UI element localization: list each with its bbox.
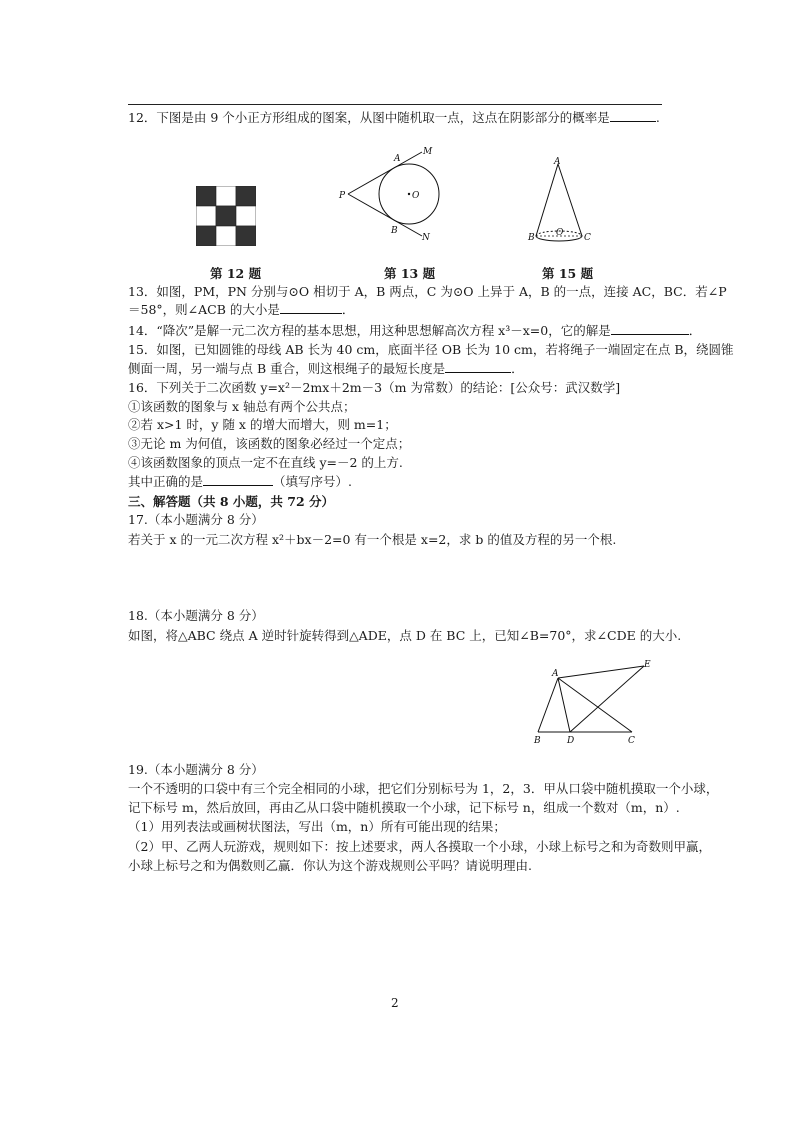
q15-line2: 侧面一周，另一端与点 B 重合，则这根绳子的最短长度是 ．	[128, 361, 524, 376]
q13-figure	[336, 142, 446, 246]
blank-cell	[196, 206, 216, 226]
q14-answer-blank	[611, 321, 689, 335]
label-e: E	[644, 660, 651, 670]
q12-answer-blank	[610, 108, 656, 122]
q17-body: 若关于 x 的一元二次方程 x²＋bx－2=0 有一个根是 x=2，求 b 的值及方程的另一个根.	[128, 532, 617, 547]
header-rule	[128, 104, 662, 105]
q13-line1: 13．如图，PM，PN 分别与⊙O 相切于 A，B 两点，C 为⊙O 上异于 A，B 的一点，连接 AC，BC．若∠P	[128, 284, 727, 299]
q19-line-5: 小球上标号之和为偶数则乙赢．你认为这个游戏规则公平吗？请说明理由.	[128, 858, 532, 873]
label-c: C	[584, 233, 591, 243]
q18-body: 如图，将△ABC 绕点 A 逆时针旋转得到△ADE，点 D 在 BC 上，已知∠B=70°，求∠CDE 的大小.	[128, 628, 682, 643]
seg-ab	[538, 678, 558, 732]
q18-head: 18.（本小题满分 8 分）	[128, 608, 264, 623]
q17-head: 17.（本小题满分 8 分）	[128, 512, 264, 527]
page-number: 2	[391, 996, 399, 1010]
label-o: O	[556, 228, 564, 238]
q16-line1: 16．下列关于二次函数 y=x²－2mx＋2m－3（m 为常数）的结论：[公众号：武汉数学]	[128, 380, 621, 395]
q19-head: 19.（本小题满分 8 分）	[128, 762, 264, 777]
q12-figure	[196, 186, 256, 250]
label-a: A	[554, 157, 561, 167]
blank-cell	[216, 186, 236, 206]
q19-line-2: 记下标号 m，然后放回，再由乙从口袋中随机摸取一个小球，记下标号 n，组成一个数对（m，n）.	[128, 800, 680, 815]
q14-text: 14．“降次”是解一元二次方程的基本思想，用这种思想解高次方程 x³－x=0，它的解是 ．	[128, 323, 702, 338]
seg-ad	[558, 678, 570, 732]
seg-ae	[558, 666, 644, 678]
shaded-cell	[216, 206, 236, 226]
label-o: O	[412, 191, 420, 201]
shaded-cell	[236, 226, 256, 246]
label-n: N	[422, 233, 430, 242]
label-d: D	[567, 736, 575, 746]
label-b: B	[391, 226, 398, 236]
blank-cell	[236, 206, 256, 226]
q16-answer-blank	[203, 472, 273, 486]
blank-cell	[216, 226, 236, 246]
q18-figure	[528, 656, 658, 752]
q13-caption: 第 13 题	[384, 266, 436, 281]
shaded-cell	[196, 226, 216, 246]
slant-ab	[536, 164, 558, 236]
q15-answer-blank	[445, 359, 511, 373]
q16-item-4: ④该函数图象的顶点一定不在直线 y=－2 的上方.	[128, 455, 403, 470]
seg-de	[570, 666, 644, 732]
label-c: C	[628, 736, 635, 746]
q12-caption: 第 12 题	[210, 266, 262, 281]
q19-line-4: （2）甲、乙两人玩游戏，规则如下：按上述要求，两人各摸取一个小球，小球上标号之和为奇数则甲赢，	[128, 839, 711, 854]
tangent-pn	[348, 194, 422, 236]
slant-ac	[558, 164, 582, 236]
q19-line-1: 一个不透明的口袋中有三个完全相同的小球，把它们分别标号为 1，2，3．甲从口袋中随机摸取一个小球，	[128, 781, 719, 796]
q16-item-2: ②若 x>1 时，y 随 x 的增大而增大，则 m=1；	[128, 417, 397, 432]
label-m: M	[423, 147, 433, 157]
q13-answer-blank	[280, 300, 342, 314]
label-a: A	[394, 154, 401, 164]
q16-item-1: ①该函数的图象与 x 轴总有两个公共点；	[128, 399, 356, 414]
q15-caption: 第 15 题	[542, 266, 594, 281]
q12-text: 12．下图是由 9 个小正方形组成的图案，从图中随机取一点，这点在阴影部分的概率是 .	[128, 110, 660, 125]
q16-item-3: ③无论 m 为何值，该函数的图象必经过一个定点；	[128, 436, 411, 451]
shaded-cell	[236, 186, 256, 206]
q15-line1: 15．如图，已知圆锥的母线 AB 长为 40 cm，底面半径 OB 长为 10 cm，若将绳子一端固定在点 B，绕圆锥	[128, 342, 734, 357]
label-p: P	[339, 191, 346, 201]
q19-line-3: （1）用列表法或画树状图法，写出（m，n）所有可能出现的结果；	[128, 819, 506, 834]
label-b: B	[534, 736, 541, 746]
section-title: 三、解答题（共 8 小题，共 72 分）	[128, 494, 335, 509]
shaded-cell	[196, 186, 216, 206]
label-b: B	[528, 233, 535, 243]
q15-figure	[524, 156, 596, 252]
q16-answer: 其中正确的是 （填写序号）.	[128, 474, 352, 489]
q13-line2: ＝58°，则∠ACB 的大小是 ．	[128, 302, 355, 317]
label-a: A	[552, 669, 559, 679]
tangent-pm	[348, 152, 422, 194]
